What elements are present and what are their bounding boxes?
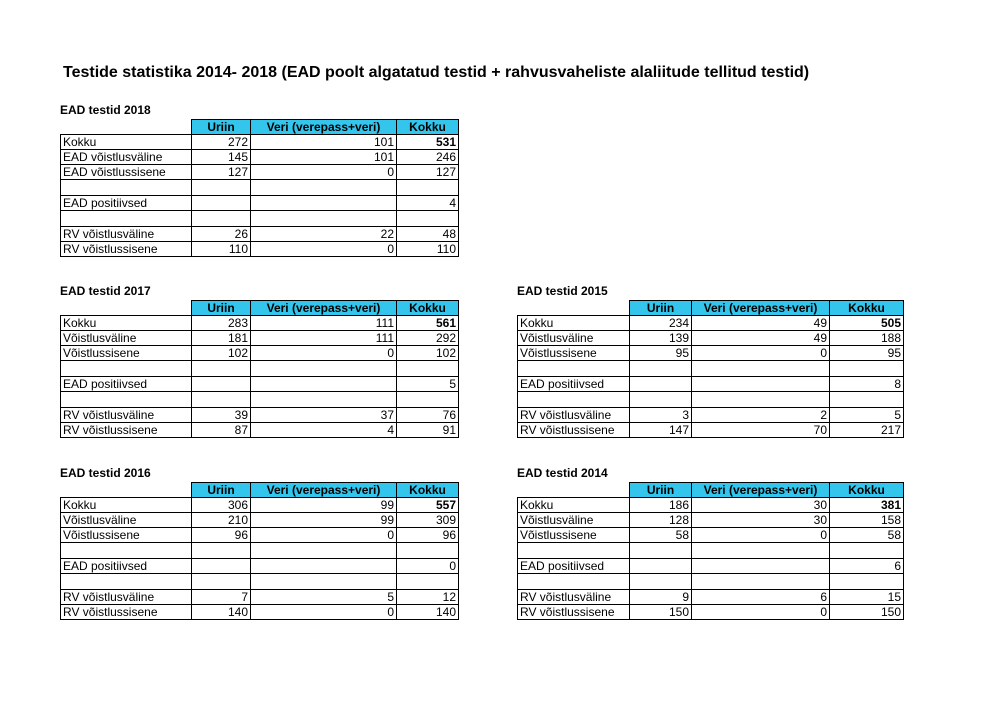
row-label: RV võistlusväline	[61, 408, 192, 423]
row-label: Võistlussisene	[518, 346, 630, 361]
cell-uriin: 127	[192, 165, 251, 180]
cell-kokku: 58	[830, 528, 904, 543]
table-title: EAD testid 2018	[60, 103, 151, 117]
row-label: EAD positiivsed	[61, 196, 192, 211]
cell-veri	[251, 361, 397, 377]
row-label: Kokku	[518, 316, 630, 331]
row-label: Võistlusväline	[61, 331, 192, 346]
cell-veri: 70	[692, 423, 830, 438]
cell-veri	[692, 392, 830, 408]
header-veri: Veri (verepass+veri)	[692, 483, 830, 498]
cell-veri: 37	[251, 408, 397, 423]
cell-kokku: 557	[397, 498, 459, 513]
row-label: EAD võistlussisene	[61, 165, 192, 180]
cell-uriin	[630, 392, 692, 408]
stats-table	[60, 119, 459, 257]
cell-kokku: 561	[397, 316, 459, 331]
cell-veri	[251, 377, 397, 392]
cell-uriin	[630, 361, 692, 377]
cell-uriin	[630, 574, 692, 590]
cell-uriin	[192, 392, 251, 408]
header-kokku: Kokku	[397, 301, 459, 316]
cell-kokku	[397, 543, 459, 559]
header-corner	[518, 483, 630, 498]
header-kokku: Kokku	[397, 483, 459, 498]
cell-kokku: 246	[397, 150, 459, 165]
cell-uriin: 140	[192, 605, 251, 620]
cell-veri	[251, 392, 397, 408]
cell-kokku: 5	[397, 377, 459, 392]
table-row	[518, 559, 904, 574]
table-row	[61, 423, 459, 438]
cell-kokku: 5	[830, 408, 904, 423]
row-label: Kokku	[61, 316, 192, 331]
cell-kokku: 91	[397, 423, 459, 438]
cell-veri	[251, 211, 397, 227]
cell-veri: 101	[251, 150, 397, 165]
cell-uriin	[192, 211, 251, 227]
cell-uriin: 9	[630, 590, 692, 605]
row-label: Võistlusväline	[518, 513, 630, 528]
table-row	[518, 498, 904, 513]
cell-uriin: 186	[630, 498, 692, 513]
cell-kokku	[397, 180, 459, 196]
table-title: EAD testid 2014	[517, 466, 608, 480]
cell-uriin: 272	[192, 135, 251, 150]
cell-uriin: 58	[630, 528, 692, 543]
table-row	[518, 316, 904, 331]
table-row	[61, 227, 459, 242]
cell-kokku: 4	[397, 196, 459, 211]
header-row	[61, 483, 459, 498]
stats-table	[517, 482, 904, 620]
cell-kokku	[397, 392, 459, 408]
cell-veri: 0	[692, 528, 830, 543]
row-label: EAD positiivsed	[518, 559, 630, 574]
table-row-empty	[61, 211, 459, 227]
cell-uriin	[630, 377, 692, 392]
cell-kokku: 531	[397, 135, 459, 150]
cell-kokku	[830, 392, 904, 408]
table-row-empty	[61, 574, 459, 590]
row-label: Võistlusväline	[518, 331, 630, 346]
row-label: RV võistlusväline	[518, 590, 630, 605]
table-row-empty	[61, 543, 459, 559]
table-block-2014	[517, 466, 904, 620]
cell-uriin: 139	[630, 331, 692, 346]
cell-uriin: 150	[630, 605, 692, 620]
table-row	[518, 423, 904, 438]
row-label: RV võistlussisene	[61, 423, 192, 438]
header-veri: Veri (verepass+veri)	[692, 301, 830, 316]
table-title: EAD testid 2015	[517, 284, 608, 298]
cell-veri: 22	[251, 227, 397, 242]
table-row-empty	[518, 574, 904, 590]
cell-kokku: 381	[830, 498, 904, 513]
table-row	[61, 316, 459, 331]
cell-veri: 111	[251, 331, 397, 346]
cell-kokku: 95	[830, 346, 904, 361]
row-label	[61, 180, 192, 196]
row-label: RV võistlusväline	[518, 408, 630, 423]
row-label: EAD positiivsed	[61, 377, 192, 392]
header-kokku: Kokku	[397, 120, 459, 135]
table-row	[518, 377, 904, 392]
table-title: EAD testid 2017	[60, 284, 151, 298]
table-row	[61, 590, 459, 605]
table-row	[61, 528, 459, 543]
cell-veri: 0	[251, 346, 397, 361]
header-row	[61, 301, 459, 316]
header-veri: Veri (verepass+veri)	[251, 301, 397, 316]
cell-veri: 6	[692, 590, 830, 605]
table-block-2015	[517, 284, 904, 438]
table-block-2017	[60, 284, 459, 438]
cell-kokku: 6	[830, 559, 904, 574]
cell-kokku: 309	[397, 513, 459, 528]
cell-veri: 0	[251, 528, 397, 543]
cell-veri	[251, 574, 397, 590]
row-label: EAD positiivsed	[518, 377, 630, 392]
row-label	[518, 392, 630, 408]
cell-veri: 4	[251, 423, 397, 438]
cell-uriin	[192, 543, 251, 559]
table-row-empty	[518, 543, 904, 559]
cell-uriin: 26	[192, 227, 251, 242]
row-label: RV võistlussisene	[518, 423, 630, 438]
cell-uriin: 39	[192, 408, 251, 423]
cell-kokku: 158	[830, 513, 904, 528]
header-row	[518, 483, 904, 498]
cell-uriin	[192, 196, 251, 211]
table-row	[518, 528, 904, 543]
table-row	[518, 605, 904, 620]
cell-uriin: 128	[630, 513, 692, 528]
stats-table	[60, 300, 459, 438]
cell-veri: 99	[251, 513, 397, 528]
cell-veri: 2	[692, 408, 830, 423]
cell-veri: 101	[251, 135, 397, 150]
table-row-empty	[518, 392, 904, 408]
header-uriin: Uriin	[630, 483, 692, 498]
header-uriin: Uriin	[192, 120, 251, 135]
cell-uriin: 110	[192, 242, 251, 257]
row-label	[518, 543, 630, 559]
row-label: Võistlussisene	[518, 528, 630, 543]
row-label: RV võistlussisene	[518, 605, 630, 620]
table-row	[61, 242, 459, 257]
header-row	[518, 301, 904, 316]
cell-uriin: 87	[192, 423, 251, 438]
cell-veri: 5	[251, 590, 397, 605]
page-title: Testide statistika 2014- 2018 (EAD poolt algatatud testid + rahvusvaheliste alaliitude tellitud testid)	[63, 64, 810, 81]
cell-kokku	[397, 361, 459, 377]
table-title: EAD testid 2016	[60, 466, 151, 480]
row-label: RV võistlussisene	[61, 605, 192, 620]
cell-veri	[251, 543, 397, 559]
cell-veri	[692, 377, 830, 392]
cell-veri: 49	[692, 331, 830, 346]
table-row	[518, 331, 904, 346]
header-corner	[61, 301, 192, 316]
cell-uriin: 102	[192, 346, 251, 361]
cell-veri	[251, 196, 397, 211]
table-row	[61, 196, 459, 211]
cell-kokku	[830, 574, 904, 590]
cell-veri	[251, 180, 397, 196]
cell-kokku: 217	[830, 423, 904, 438]
table-row	[518, 513, 904, 528]
cell-uriin: 234	[630, 316, 692, 331]
table-row	[61, 498, 459, 513]
cell-kokku: 0	[397, 559, 459, 574]
cell-kokku: 188	[830, 331, 904, 346]
table-row-empty	[61, 361, 459, 377]
cell-veri: 0	[251, 165, 397, 180]
cell-uriin: 145	[192, 150, 251, 165]
cell-veri	[692, 361, 830, 377]
row-label	[61, 543, 192, 559]
row-label	[61, 211, 192, 227]
table-block-2018	[60, 103, 459, 257]
cell-uriin: 3	[630, 408, 692, 423]
table-block-2016	[60, 466, 459, 620]
cell-kokku: 15	[830, 590, 904, 605]
cell-kokku: 127	[397, 165, 459, 180]
cell-kokku: 505	[830, 316, 904, 331]
stats-table	[517, 300, 904, 438]
cell-uriin	[630, 559, 692, 574]
stats-table	[60, 482, 459, 620]
row-label	[61, 574, 192, 590]
table-row	[518, 346, 904, 361]
cell-uriin: 181	[192, 331, 251, 346]
cell-kokku: 12	[397, 590, 459, 605]
table-row-empty	[61, 180, 459, 196]
header-uriin: Uriin	[630, 301, 692, 316]
cell-veri: 49	[692, 316, 830, 331]
cell-veri: 0	[251, 242, 397, 257]
cell-kokku	[397, 574, 459, 590]
table-row	[61, 377, 459, 392]
header-corner	[61, 120, 192, 135]
cell-veri	[251, 559, 397, 574]
table-row	[61, 408, 459, 423]
table-row	[61, 346, 459, 361]
cell-veri	[692, 559, 830, 574]
cell-kokku: 150	[830, 605, 904, 620]
table-row-empty	[61, 392, 459, 408]
header-kokku: Kokku	[830, 483, 904, 498]
row-label: RV võistlusväline	[61, 227, 192, 242]
row-label	[61, 392, 192, 408]
table-row-empty	[518, 361, 904, 377]
cell-kokku	[830, 543, 904, 559]
row-label: Kokku	[518, 498, 630, 513]
cell-kokku: 140	[397, 605, 459, 620]
cell-veri: 30	[692, 498, 830, 513]
row-label: EAD võistlusväline	[61, 150, 192, 165]
row-label	[518, 574, 630, 590]
row-label: Kokku	[61, 135, 192, 150]
cell-uriin: 7	[192, 590, 251, 605]
header-kokku: Kokku	[830, 301, 904, 316]
row-label	[518, 361, 630, 377]
cell-uriin	[630, 543, 692, 559]
table-row	[61, 165, 459, 180]
cell-uriin: 283	[192, 316, 251, 331]
cell-veri: 0	[692, 605, 830, 620]
cell-veri: 30	[692, 513, 830, 528]
table-row	[61, 605, 459, 620]
header-corner	[61, 483, 192, 498]
cell-veri: 0	[692, 346, 830, 361]
cell-uriin	[192, 574, 251, 590]
cell-veri: 99	[251, 498, 397, 513]
cell-veri: 111	[251, 316, 397, 331]
cell-uriin: 95	[630, 346, 692, 361]
cell-veri: 0	[251, 605, 397, 620]
header-row	[61, 120, 459, 135]
row-label: Võistlussisene	[61, 528, 192, 543]
cell-kokku: 48	[397, 227, 459, 242]
cell-kokku	[830, 361, 904, 377]
header-uriin: Uriin	[192, 483, 251, 498]
cell-uriin	[192, 180, 251, 196]
header-corner	[518, 301, 630, 316]
cell-uriin	[192, 559, 251, 574]
header-uriin: Uriin	[192, 301, 251, 316]
table-row	[61, 331, 459, 346]
cell-kokku: 8	[830, 377, 904, 392]
cell-kokku: 96	[397, 528, 459, 543]
table-row	[518, 408, 904, 423]
cell-uriin: 147	[630, 423, 692, 438]
row-label: Võistlusväline	[61, 513, 192, 528]
cell-kokku: 76	[397, 408, 459, 423]
cell-uriin	[192, 361, 251, 377]
cell-kokku: 292	[397, 331, 459, 346]
cell-uriin: 306	[192, 498, 251, 513]
row-label: Võistlussisene	[61, 346, 192, 361]
cell-veri	[692, 574, 830, 590]
cell-kokku: 110	[397, 242, 459, 257]
cell-kokku	[397, 211, 459, 227]
cell-veri	[692, 543, 830, 559]
row-label: EAD positiivsed	[61, 559, 192, 574]
header-veri: Veri (verepass+veri)	[251, 483, 397, 498]
table-row	[61, 513, 459, 528]
cell-uriin: 210	[192, 513, 251, 528]
cell-uriin: 96	[192, 528, 251, 543]
table-row	[61, 135, 459, 150]
cell-uriin	[192, 377, 251, 392]
cell-kokku: 102	[397, 346, 459, 361]
row-label: RV võistlusväline	[61, 590, 192, 605]
row-label	[61, 361, 192, 377]
table-row	[61, 150, 459, 165]
row-label: Kokku	[61, 498, 192, 513]
table-row	[518, 590, 904, 605]
row-label: RV võistlussisene	[61, 242, 192, 257]
header-veri: Veri (verepass+veri)	[251, 120, 397, 135]
table-row	[61, 559, 459, 574]
